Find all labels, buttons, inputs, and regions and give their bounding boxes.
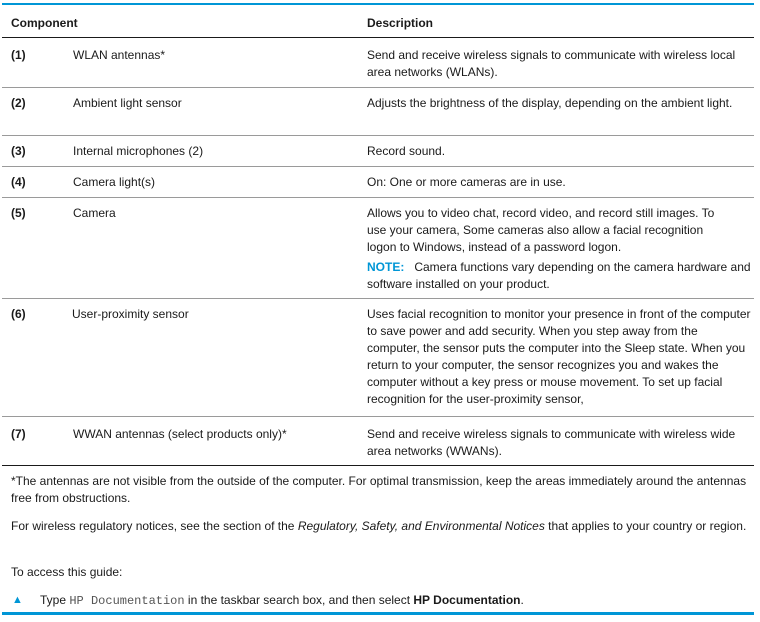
row-rule xyxy=(2,197,754,198)
row-description: Send and receive wireless signals to communicate with wireless local area networks (WLANs). xyxy=(367,48,736,79)
access-text: To access this guide: xyxy=(11,565,123,579)
row-component: WLAN antennas* xyxy=(73,48,166,62)
row-description: Send and receive wireless signals to communicate with wireless wide area networks (WWANs). xyxy=(367,427,736,458)
row-number: (2) xyxy=(11,96,26,110)
regulatory-paragraph xyxy=(11,518,751,535)
header-component: Component xyxy=(11,16,78,30)
top-rule xyxy=(2,3,754,5)
bottom-rule xyxy=(2,612,754,615)
row-description: On: One or more cameras are in use. xyxy=(367,175,566,189)
row-number: (4) xyxy=(11,175,26,189)
row-rule xyxy=(2,298,754,299)
access-step xyxy=(40,592,752,610)
row-number: (1) xyxy=(11,48,26,62)
row-number: (6) xyxy=(11,307,26,321)
row-number: (3) xyxy=(11,144,26,158)
step-bold: HP Documentation xyxy=(413,593,521,607)
step-mid: in the taskbar search box, and then select xyxy=(184,593,414,607)
regulatory-suffix: that applies to your country or region. xyxy=(544,519,747,533)
note-text: Camera functions vary depending on the camera hardware and software installed on your product. xyxy=(367,260,751,291)
regulatory-prefix: For wireless regulatory notices, see the section of the xyxy=(11,519,298,533)
row-rule xyxy=(2,166,754,167)
row-component: Ambient light sensor xyxy=(73,96,182,110)
antenna-footnote: *The antennas are not visible from the outside of the computer. For optimal transmission, keep the areas immediately around the antennas free from obstructions. xyxy=(11,474,747,505)
note-label: NOTE: xyxy=(367,260,405,274)
row-rule xyxy=(2,135,754,136)
row-number: (7) xyxy=(11,427,26,441)
row-rule xyxy=(2,416,754,417)
step-type: Type xyxy=(40,593,70,607)
row-component: User-proximity sensor xyxy=(72,307,189,321)
row-number: (5) xyxy=(11,206,26,220)
row-component: Internal microphones (2) xyxy=(73,144,204,158)
row-description: Adjusts the brightness of the display, depending on the ambient light. xyxy=(367,96,733,110)
header-rule xyxy=(2,37,754,38)
row-description: Allows you to video chat, record video, and record still images. To use your camera, Some cameras also allow a facial recognition logon to Windows, instead of a password logon. xyxy=(367,206,715,254)
camera-note xyxy=(367,259,757,293)
table-bottom-rule xyxy=(2,465,754,466)
row-description: Uses facial recognition to monitor your presence in front of the computer to save power and add security. When you step away from the computer, the sensor puts the computer into the Sleep state. When you return to your computer, the sensor recognizes you and wakes the computer without a key press or mouse movement. To set up facial recognition for the user-proximity sensor, xyxy=(367,307,751,406)
step-code: HP Documentation xyxy=(69,594,185,608)
row-component: WWAN antennas (select products only)* xyxy=(73,427,287,441)
row-rule xyxy=(2,87,754,88)
row-component: Camera light(s) xyxy=(73,175,156,189)
header-description: Description xyxy=(367,16,434,30)
step-end: . xyxy=(520,593,524,607)
row-component: Camera xyxy=(73,206,116,220)
row-description: Record sound. xyxy=(367,144,446,158)
regulatory-title: Regulatory, Safety, and Environmental Notices xyxy=(297,519,545,533)
triangle-bullet-icon: ▲ xyxy=(12,594,23,606)
